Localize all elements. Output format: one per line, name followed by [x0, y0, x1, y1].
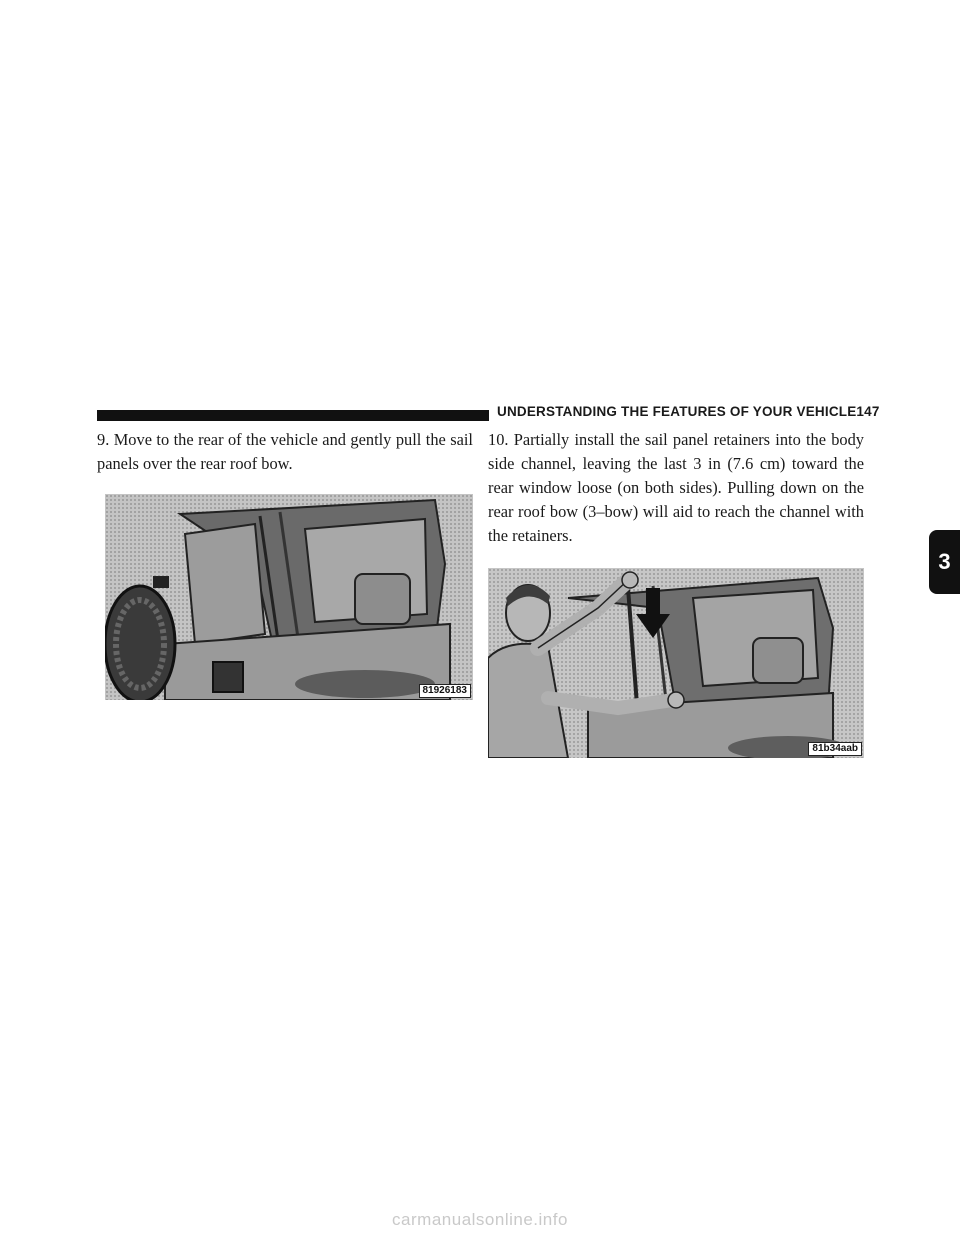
step-10-text: 10. Partially install the sail panel retainers into the body side channel, leaving the last 3 in (7.6 cm) toward the rear window loose (on both sides). Pulling down on the rear roof bow (3–bow) will aid to reach the channel with the retainers.: [488, 430, 864, 545]
figure-code: 81926183: [419, 684, 472, 698]
figure-sail-panels-rear: [105, 494, 473, 700]
page-number: 147: [856, 404, 880, 419]
watermark: carmanualsonline.info: [392, 1210, 568, 1229]
vehicle-rear-illustration: [105, 494, 473, 700]
header-rule: [97, 410, 489, 421]
person-installing-retainers-illustration: [488, 568, 864, 758]
figure-retainer-install: [488, 568, 864, 758]
running-header: [497, 404, 880, 419]
chapter-tab: [929, 530, 960, 594]
step-9-text: 9. Move to the rear of the vehicle and gently pull the sail panels over the rear roof bow.: [97, 430, 473, 473]
figure-code: 81b34aab: [808, 742, 862, 756]
chapter-number: 3: [938, 549, 951, 574]
section-title: UNDERSTANDING THE FEATURES OF YOUR VEHICLE: [497, 404, 857, 419]
